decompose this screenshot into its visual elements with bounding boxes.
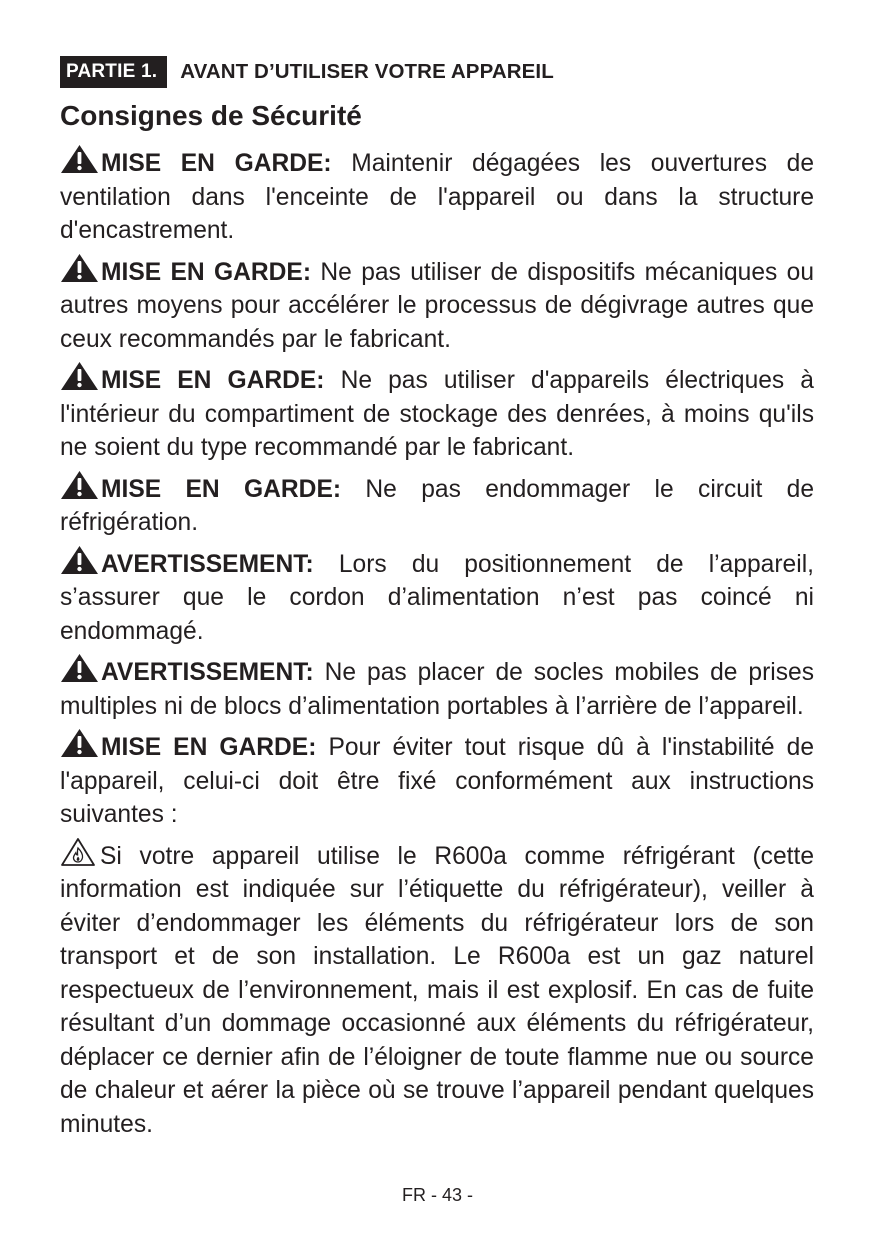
warning-triangle-icon (60, 470, 99, 500)
warning-label: AVERTISSEMENT: (101, 659, 314, 686)
warning-label: AVERTISSEMENT: (101, 550, 314, 578)
warning-label: MISE EN GARDE: (101, 150, 332, 177)
warning-text: Ne pas endommager le circuit de réfrigération. (60, 475, 814, 536)
warning-triangle-icon (60, 653, 99, 683)
warning-text: Lors du positionnement de l’appareil, s’assurer que le cordon d’alimentation n’est pas coincé ni endommagé. (60, 550, 814, 645)
warning-text: Si votre appareil utilise le R600a comme réfrigérant (cette information est indiquée sur l’étiquette du réfrigérateur), veiller à éviter d’endommager les éléments du réfrigérateur lors de son transport et de son installation. Le R600a est un gaz naturel respectueux de l’environnement, mais il est explosif. En cas de fuite résultant d’un dommage occasionné aux éléments du réfrigérateur, déplacer ce dernier afin de l’éloigner de toute flamme nue ou source de chaleur et aérer la pièce où se trouve l’appareil pendant quelques minutes. (60, 842, 814, 1138)
warning-label: MISE EN GARDE: (101, 367, 325, 394)
section-title: Consignes de Sécurité (60, 100, 362, 131)
warning-triangle-icon (60, 253, 99, 283)
warning-text: Pour éviter tout risque dû à l'instabilité de l'appareil, celui-ci doit être fixé conformément aux instructions suivantes : (60, 734, 814, 828)
warning-text: Ne pas placer de socles mobiles de prises multiples ni de blocs d’alimentation portables à l’arrière de l’appareil. (60, 659, 814, 720)
warning-text: Ne pas utiliser d'appareils électriques à l'intérieur du compartiment de stockage des denrées, à moins qu'ils ne soient du type recommandé par le fabricant. (60, 367, 814, 461)
flammable-warning-icon (60, 837, 96, 867)
warning-triangle-icon (60, 728, 99, 758)
warning-triangle-icon (60, 144, 99, 174)
warning-triangle-icon (60, 545, 99, 575)
safety-paragraph (60, 253, 814, 357)
warning-label: MISE EN GARDE: (101, 475, 342, 503)
safety-paragraph (60, 728, 814, 832)
warning-label: MISE EN GARDE: (101, 734, 317, 761)
safety-paragraph (60, 361, 814, 465)
safety-paragraph (60, 653, 814, 723)
safety-paragraph (60, 470, 814, 540)
warning-label: MISE EN GARDE: (101, 258, 312, 286)
page-number: FR - 43 - (401, 1185, 473, 1205)
part-title: AVANT D’UTILISER VOTRE APPAREIL (180, 60, 554, 83)
manual-page (60, 56, 814, 1141)
part-badge: PARTIE 1. (60, 56, 167, 88)
part-header (60, 56, 814, 88)
safety-paragraph (60, 545, 814, 649)
safety-paragraph (60, 144, 814, 248)
safety-paragraph (60, 837, 814, 1142)
warning-text: Ne pas utiliser de dispositifs mécaniques ou autres moyens pour accélérer le processus de dégivrage autres que ceux recommandés par le fabricant. (60, 258, 815, 353)
warning-text: Maintenir dégagées les ouvertures de ventilation dans l'enceinte de l'appareil ou dans la structure d'encastrement. (60, 150, 814, 244)
warning-triangle-icon (60, 361, 99, 391)
